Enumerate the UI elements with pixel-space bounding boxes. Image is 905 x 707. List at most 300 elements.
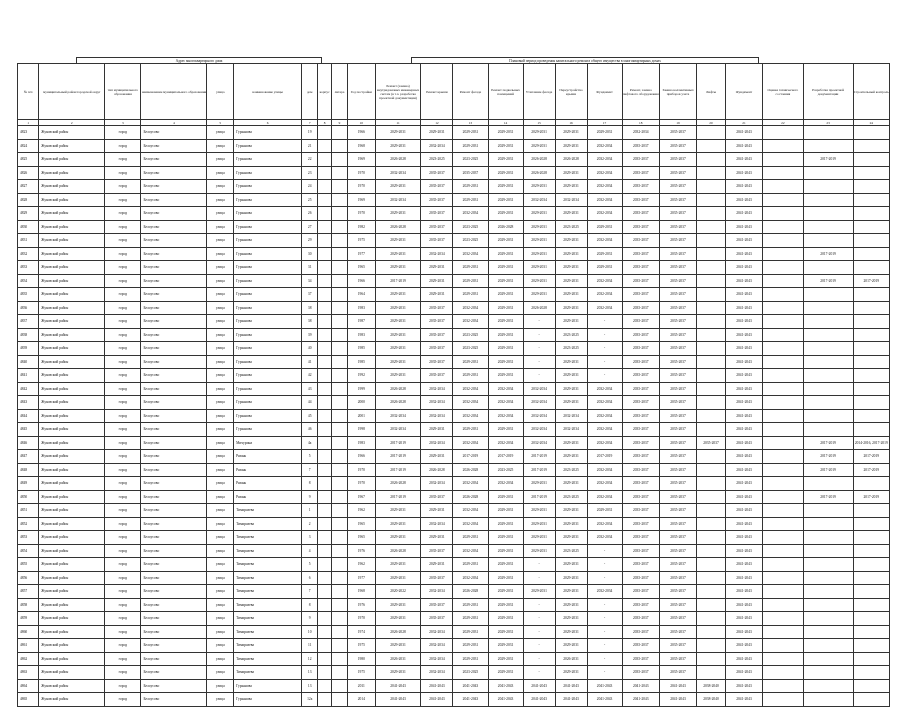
table-cell: 2029-2031 [488, 139, 523, 153]
table-cell: 1966 [347, 126, 375, 140]
table-cell: - [587, 652, 622, 666]
table-cell: 2026-2028 [375, 382, 421, 396]
column-number: 10 [347, 120, 375, 126]
table-cell: 30 [302, 247, 318, 261]
table-cell: 4845 [18, 423, 39, 437]
table-cell: Тимирязева [234, 639, 302, 653]
column-number: 21 [725, 120, 762, 126]
table-cell: улица [207, 382, 234, 396]
table-cell: 1968 [347, 139, 375, 153]
table-cell: город [105, 504, 141, 518]
table-cell: 2035-2037 [421, 612, 453, 626]
table-cell: 2029-2031 [523, 220, 555, 234]
table-cell: 2032-2034 [453, 382, 488, 396]
table-cell: Гурьянова [234, 126, 302, 140]
table-cell: 31 [302, 261, 318, 275]
table-cell: 2032-2034 [375, 423, 421, 437]
table-cell: 2029-2031 [375, 517, 421, 531]
table-cell [332, 193, 348, 207]
table-cell: - [523, 315, 555, 329]
table-cell: 4826 [18, 166, 39, 180]
table-cell: 2029-2031 [523, 126, 555, 140]
table-cell: 26 [302, 207, 318, 221]
column-header: тип муниципального образования [105, 64, 141, 120]
table-cell: 45 [302, 409, 318, 423]
table-cell [763, 193, 803, 207]
table-cell: 39 [302, 328, 318, 342]
table-cell: 2035-2037 [659, 463, 696, 477]
table-cell: Тимирязева [234, 544, 302, 558]
table-cell [318, 139, 332, 153]
table-cell [697, 477, 726, 491]
table-cell [697, 301, 726, 315]
table-cell: 2029-2031 [375, 369, 421, 383]
table-cell: 2041-2043 [725, 693, 762, 707]
table-cell: 2029-2031 [453, 261, 488, 275]
table-cell: 2032-2034 [453, 504, 488, 518]
table-cell: 2029-2031 [555, 382, 587, 396]
table-cell: 1968 [347, 585, 375, 599]
column-header: Оценка технического состояния [763, 64, 803, 120]
table-cell: улица [207, 477, 234, 491]
table-cell [853, 531, 889, 545]
table-cell [803, 180, 853, 194]
table-cell: улица [207, 234, 234, 248]
table-cell [697, 544, 726, 558]
table-cell [853, 504, 889, 518]
table-cell: 2029-2031 [453, 180, 488, 194]
table-cell [697, 166, 726, 180]
table-cell: 2029-2031 [375, 261, 421, 275]
table-cell: Рязань [234, 490, 302, 504]
table-cell: 2041-2043 [375, 679, 421, 693]
table-cell: Гурьянова [234, 193, 302, 207]
table-cell: Белоусово [141, 652, 207, 666]
table-cell: Гурьянова [234, 234, 302, 248]
table-cell: 2029-2031 [555, 139, 587, 153]
table-cell: 2029-2031 [555, 315, 587, 329]
table-cell: 2032-2034 [523, 436, 555, 450]
table-cell: 38 [302, 301, 318, 315]
table-cell: 1976 [347, 544, 375, 558]
table-cell: 2041-2043 [659, 679, 696, 693]
table-cell: 1970 [347, 612, 375, 626]
table-cell [318, 625, 332, 639]
table-cell [853, 342, 889, 356]
table-cell: 2029-2031 [555, 598, 587, 612]
table-cell: 2029-2031 [523, 139, 555, 153]
table-cell: 2029-2031 [453, 652, 488, 666]
table-cell: - [587, 342, 622, 356]
table-cell: Белоусово [141, 477, 207, 491]
table-cell: 2017-2019 [803, 450, 853, 464]
table-cell: Белоусово [141, 598, 207, 612]
table-cell [332, 247, 348, 261]
table-cell: Гурьянова [234, 166, 302, 180]
table-cell [853, 558, 889, 572]
table-cell: город [105, 207, 141, 221]
table-cell [803, 261, 853, 275]
table-cell [318, 490, 332, 504]
table-cell: Жуковский район [39, 301, 105, 315]
table-cell: Жуковский район [39, 234, 105, 248]
table-cell: 2032-2034 [421, 382, 453, 396]
table-cell: 4847 [18, 450, 39, 464]
table-cell: 2032-2034 [453, 301, 488, 315]
table-cell: 2032-2034 [375, 409, 421, 423]
table-cell: Белоусово [141, 369, 207, 383]
column-header: Ремонт подвальных помещений [488, 64, 523, 120]
table-cell: Тимирязева [234, 531, 302, 545]
table-cell [318, 193, 332, 207]
table-cell [697, 153, 726, 167]
table-cell: 2041-2043 [725, 126, 762, 140]
table-cell [697, 369, 726, 383]
table-cell: 2035-2037 [421, 544, 453, 558]
table-cell [332, 612, 348, 626]
table-cell: 2032-2034 [453, 207, 488, 221]
table-cell [318, 274, 332, 288]
table-cell [697, 288, 726, 302]
table-cell [763, 409, 803, 423]
table-cell [332, 531, 348, 545]
table-cell: 2017-2019 [803, 490, 853, 504]
table-cell: 2032-2034 [622, 126, 659, 140]
table-cell: 2035-2037 [659, 490, 696, 504]
table-cell: улица [207, 531, 234, 545]
table-row [18, 409, 890, 423]
table-cell: 2032-2034 [421, 139, 453, 153]
table-cell: 2032-2034 [421, 652, 453, 666]
table-cell: 2035-2037 [421, 193, 453, 207]
table-cell: 1982 [347, 220, 375, 234]
table-cell: 2032-2034 [587, 180, 622, 194]
table-cell: Белоусово [141, 180, 207, 194]
table-cell: 2035-2037 [659, 544, 696, 558]
table-cell [318, 153, 332, 167]
table-cell: 2035-2037 [659, 558, 696, 572]
table-cell: 43 [302, 382, 318, 396]
table-cell: 2017-2019 [853, 490, 889, 504]
table-cell: 2023-2025 [555, 328, 587, 342]
table-cell: 2041-2043 [725, 504, 762, 518]
address-group-header: Адрес многоквартирного дома [76, 57, 322, 64]
table-cell: 2023-2025 [453, 666, 488, 680]
table-cell: 2029-2031 [555, 288, 587, 302]
table-cell: Гурьянова [234, 693, 302, 707]
table-cell: Жуковский район [39, 409, 105, 423]
table-cell [763, 571, 803, 585]
table-cell: 2032-2034 [453, 571, 488, 585]
table-cell: 1969 [347, 153, 375, 167]
table-cell: 2029-2031 [421, 450, 453, 464]
table-cell: 2026-2028 [375, 625, 421, 639]
table-cell: 1965 [347, 531, 375, 545]
table-cell: 2029-2031 [488, 490, 523, 504]
table-cell: 2035-2037 [622, 369, 659, 383]
table-cell [332, 504, 348, 518]
table-cell [318, 504, 332, 518]
table-cell [318, 328, 332, 342]
table-cell: 13 [302, 679, 318, 693]
table-cell: Жуковский район [39, 247, 105, 261]
table-cell: 2029-2031 [421, 504, 453, 518]
table-cell: Белоусово [141, 234, 207, 248]
table-cell: 1985 [347, 342, 375, 356]
table-cell: 2035-2037 [659, 126, 696, 140]
table-cell [697, 571, 726, 585]
table-cell: 2032-2034 [453, 315, 488, 329]
table-cell: 2029-2031 [523, 544, 555, 558]
table-cell: - [587, 625, 622, 639]
table-row [18, 679, 890, 693]
table-cell: 1962 [347, 504, 375, 518]
column-number: 24 [853, 120, 889, 126]
table-cell: 2035-2037 [421, 571, 453, 585]
table-cell [853, 423, 889, 437]
table-cell: 2035-2037 [622, 355, 659, 369]
table-cell: Жуковский район [39, 558, 105, 572]
table-cell: 4846 [18, 436, 39, 450]
table-cell [697, 328, 726, 342]
table-cell: Жуковский район [39, 598, 105, 612]
table-cell: 1985 [347, 355, 375, 369]
table-cell: 2032-2034 [523, 193, 555, 207]
table-cell: 1965 [347, 261, 375, 275]
table-cell: 2029-2031 [375, 612, 421, 626]
table-cell: Гурьянова [234, 315, 302, 329]
column-number: 19 [659, 120, 696, 126]
table-cell: 2032-2034 [421, 639, 453, 653]
column-header: муниципальный район/городской округ [39, 64, 105, 120]
table-cell: Белоусово [141, 666, 207, 680]
table-cell: 4842 [18, 382, 39, 396]
table-cell: 4823 [18, 126, 39, 140]
table-cell: 2023-2025 [555, 220, 587, 234]
table-cell: 2035-2037 [622, 423, 659, 437]
table-cell [763, 490, 803, 504]
table-cell: 41 [302, 355, 318, 369]
table-cell: 2035-2037 [659, 355, 696, 369]
table-cell [318, 544, 332, 558]
table-row [18, 382, 890, 396]
table-cell: 2035-2037 [659, 423, 696, 437]
table-cell: 2041-2043 [725, 382, 762, 396]
table-cell: 2017-2019 [523, 450, 555, 464]
table-cell [803, 288, 853, 302]
column-number: 4 [141, 120, 207, 126]
table-cell: Жуковский район [39, 490, 105, 504]
table-cell: 2017-2019 [803, 153, 853, 167]
table-cell [763, 139, 803, 153]
table-cell: 2041-2043 [488, 693, 523, 707]
table-cell: город [105, 585, 141, 599]
table-cell [318, 180, 332, 194]
table-cell: 2035-2037 [622, 517, 659, 531]
table-cell: 2026-2031 [375, 652, 421, 666]
table-cell: Жуковский район [39, 342, 105, 356]
table-row [18, 490, 890, 504]
table-cell [697, 315, 726, 329]
table-cell: 2041-2043 [622, 693, 659, 707]
table-cell: Жуковский район [39, 652, 105, 666]
table-cell: 4829 [18, 207, 39, 221]
column-number: 15 [523, 120, 555, 126]
table-cell [697, 490, 726, 504]
table-row [18, 517, 890, 531]
table-cell [332, 396, 348, 410]
table-cell: 5 [302, 450, 318, 464]
table-cell: Белоусово [141, 193, 207, 207]
table-cell [763, 355, 803, 369]
table-cell: 4849 [18, 477, 39, 491]
table-cell: 2041-2043 [725, 544, 762, 558]
table-cell: 4863 [18, 666, 39, 680]
table-cell: 2029-2031 [488, 288, 523, 302]
table-cell: Белоусово [141, 207, 207, 221]
table-cell: 1966 [347, 450, 375, 464]
table-cell: 2023-2025 [555, 342, 587, 356]
table-cell: 2041-2043 [725, 153, 762, 167]
table-cell: 2026-2028 [375, 396, 421, 410]
table-cell: Белоусово [141, 450, 207, 464]
table-cell: 3 [302, 531, 318, 545]
column-number: 17 [587, 120, 622, 126]
table-cell [332, 342, 348, 356]
table-cell: 2029-2031 [488, 301, 523, 315]
table-cell: 2035-2037 [659, 369, 696, 383]
table-cell: 2029-2031 [523, 261, 555, 275]
table-cell: Гурьянова [234, 153, 302, 167]
table-cell: 2029-2031 [555, 247, 587, 261]
table-cell [332, 409, 348, 423]
table-cell [803, 126, 853, 140]
table-cell [763, 693, 803, 707]
table-cell: 2029-2031 [375, 328, 421, 342]
table-cell [853, 139, 889, 153]
column-header: Год постройки [347, 64, 375, 120]
table-cell: 2035-2037 [659, 328, 696, 342]
table-cell: 4832 [18, 247, 39, 261]
column-header: литера [332, 64, 348, 120]
table-cell: 4825 [18, 153, 39, 167]
table-cell: 2023-2025 [555, 463, 587, 477]
table-cell: 2029-2031 [523, 585, 555, 599]
table-cell: 2029-2031 [421, 274, 453, 288]
table-cell: Жуковский район [39, 355, 105, 369]
table-cell [763, 450, 803, 464]
table-cell [853, 477, 889, 491]
table-cell: 44 [302, 396, 318, 410]
table-cell: 2032-2034 [587, 301, 622, 315]
table-cell: улица [207, 193, 234, 207]
table-cell: 2029-2031 [453, 625, 488, 639]
table-cell [697, 261, 726, 275]
table-cell: 2029-2031 [555, 274, 587, 288]
table-cell: 2041-2043 [725, 639, 762, 653]
table-cell [697, 274, 726, 288]
table-cell: 4862 [18, 652, 39, 666]
table-cell: Тимирязева [234, 517, 302, 531]
table-cell [332, 301, 348, 315]
table-cell: Белоусово [141, 328, 207, 342]
table-cell: 2029-2031 [453, 612, 488, 626]
table-cell [332, 558, 348, 572]
table-row [18, 207, 890, 221]
table-cell: 2032-2034 [488, 436, 523, 450]
table-cell [853, 328, 889, 342]
table-cell: 2026-2028 [453, 490, 488, 504]
table-cell [318, 315, 332, 329]
table-cell: 2029-2031 [523, 477, 555, 491]
table-cell [803, 477, 853, 491]
column-number: 11 [375, 120, 421, 126]
table-cell: 2035-2037 [659, 288, 696, 302]
table-cell: 2029-2031 [523, 247, 555, 261]
table-cell: 2041-2043 [725, 517, 762, 531]
table-cell [318, 571, 332, 585]
table-cell: 2041-2043 [725, 328, 762, 342]
table-cell [853, 571, 889, 585]
table-cell: 2041-2043 [725, 409, 762, 423]
table-cell: Белоусово [141, 139, 207, 153]
table-cell: улица [207, 180, 234, 194]
table-cell [803, 558, 853, 572]
table-cell: 2032-2034 [587, 382, 622, 396]
table-cell [318, 531, 332, 545]
table-cell: 4857 [18, 585, 39, 599]
table-cell: 2029-2031 [375, 355, 421, 369]
table-cell: 2014-2016, 2017-2019 [853, 436, 889, 450]
table-cell [853, 207, 889, 221]
table-row [18, 531, 890, 545]
table-cell [763, 369, 803, 383]
table-cell: 4860 [18, 625, 39, 639]
column-header: Переустройство крыши [555, 64, 587, 120]
table-cell: - [587, 544, 622, 558]
table-cell [318, 220, 332, 234]
table-row [18, 139, 890, 153]
table-cell: 2041-2043 [587, 679, 622, 693]
table-cell: Жуковский район [39, 625, 105, 639]
table-cell: 2035-2037 [622, 328, 659, 342]
table-cell [853, 261, 889, 275]
table-cell: 2035-2037 [421, 180, 453, 194]
table-cell: 2029-2031 [375, 531, 421, 545]
table-cell: город [105, 180, 141, 194]
table-cell: 2014 [347, 693, 375, 707]
table-cell: улица [207, 126, 234, 140]
table-cell [332, 180, 348, 194]
table-cell [853, 585, 889, 599]
table-cell: 2041-2043 [725, 234, 762, 248]
table-cell [318, 477, 332, 491]
table-cell: 4824 [18, 139, 39, 153]
table-cell: город [105, 477, 141, 491]
table-cell: 46 [302, 423, 318, 437]
table-cell: Жуковский район [39, 571, 105, 585]
table-cell: 2029-2031 [453, 193, 488, 207]
table-cell: 4844 [18, 409, 39, 423]
table-cell: 2035-2037 [622, 315, 659, 329]
table-cell: 2017-2019 [523, 490, 555, 504]
table-cell: 2032-2034 [421, 436, 453, 450]
table-cell: 2032-2034 [587, 409, 622, 423]
table-cell: Жуковский район [39, 450, 105, 464]
table-cell: 2035-2037 [622, 207, 659, 221]
table-cell: 2032-2034 [587, 166, 622, 180]
table-cell: 4830 [18, 220, 39, 234]
